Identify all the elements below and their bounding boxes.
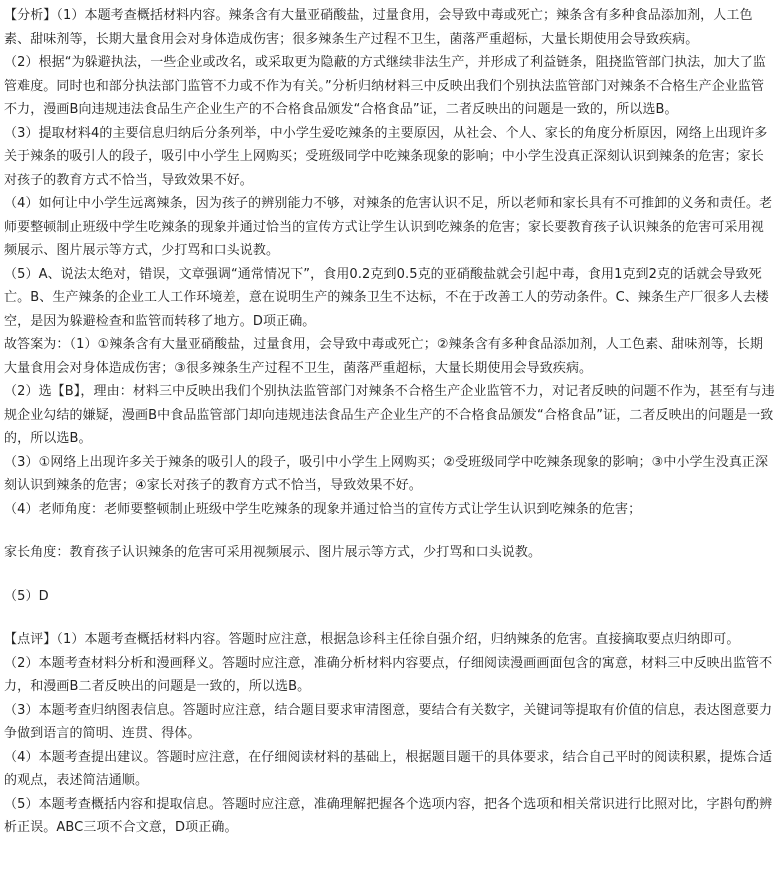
paragraph-gap [4,608,776,628]
analysis-paragraph-3: （3）提取材料4的主要信息归纳后分条列举，中小学生爱吃辣条的主要原因，从社会、个人、家长的角度分析原因，网络上出现许多关于辣条的吸引人的段子，吸引中小学生上网购买；受班级同学中吃辣条现象的影响；中小学生没真正深刻认识到辣条的危害；家长对孩子的教育方式不恰当，导致效果不好。 [4,125,768,188]
parent-view-paragraph: 家长角度：教育孩子认识辣条的危害可采用视频展示、图片展示等方式，少打骂和口头说教。 [4,545,542,560]
answer-paragraph-2: （2）选【B】，理由：材料三中反映出我们个别执法监管部门对辣条不合格生产企业监管不力，对记者反映的问题不作为，甚至有与违规企业勾结的嫌疑，漫画B中食品监管部门却向违规违法食品生产企业生产的不合格食品颁发“合格食品”证，二者反映出的问题是一致的，所以选B。 [4,384,775,446]
analysis-paragraph-5: （5）A、说法太绝对，错误，文章强调“通常情况下”，食用0.2克到0.5克的亚硝酸盐就会引起中毒，食用1克到2克的话就会导致死亡。B、生产辣条的企业工人工作环境差，意在说明生产的辣条卫生不达标，不在于改善工人的劳动条件。C、辣条生产厂很多人去楼空，是因为躲避检查和监管而转移了地方。D项正确。 [4,266,769,329]
analysis-paragraph-1: 【分析】（1）本题考查概括材料内容。辣条含有大量亚硝酸盐，过量食用，会导致中毒或死亡；辣条含有多种食品添加剂，人工色素、甜味剂等，长期大量食用会对身体造成伤害；很多辣条生产过程不卫生，菌落严重超标，大量长期使用会导致疾病。 [4,8,753,47]
solution-document [4,4,776,840]
paragraph-gap [4,565,776,585]
comment-section [4,628,776,840]
analysis-paragraph-2: （2）根据“为躲避执法，一些企业或改名，或采取更为隐蔽的方式继续非法生产，并形成了利益链条，阻挠监管部门执法，加大了监管难度。同时也和部分执法部门监管不力或不作为有关。”分析归纳材料三中反映出我们个别执法监管部门对辣条不合格生产企业监管不力，漫画B向违规违法食品生产企业生产的不合格食品颁发“合格食品”证，二者反映出的问题是一致的，所以选B。 [4,55,766,117]
answer-paragraph-4: （4）老师角度：老师要整顿制止班级中学生吃辣条的现象并通过恰当的宣传方式让学生认识到吃辣条的危害； [4,501,642,517]
answer-5-paragraph: （5）D [4,588,49,604]
answer-paragraph-3: （3）①网络上出现许多关于辣条的吸引人的段子，吸引中小学生上网购买；②受班级同学中吃辣条现象的影响；③中小学生没真正深刻认识到辣条的危害；④家长对孩子的教育方式不恰当，导致效果不好。 [4,454,769,493]
comment-paragraph-1: 【点评】（1）本题考查概括材料内容。答题时应注意，根据急诊科主任徐自强介绍，归纳辣条的危害。直接摘取要点归纳即可。 [4,632,740,647]
answer-paragraph-1: 故答案为：（1）①辣条含有大量亚硝酸盐，过量食用，会导致中毒或死亡；②辣条含有多种食品添加剂，人工色素、甜味剂等，长期大量食用会对身体造成伤害；③很多辣条生产过程不卫生，菌落严重超标，大量长期使用会导致疾病。 [4,337,763,376]
comment-paragraph-4: （4）本题考查提出建议。答题时应注意，在仔细阅读材料的基础上，根据题目题干的具体要求，结合自己平时的阅读积累，提炼合适的观点，表述简洁通顺。 [4,749,773,788]
comment-paragraph-5: （5）本题考查概括内容和提取信息。答题时应注意，准确理解把握各个选项内容，把各个选项和相关常识进行比照对比，字斟句酌辨析正误。ABC三项不合文意，D项正确。 [4,796,773,835]
comment-paragraph-2: （2）本题考查材料分析和漫画释义。答题时应注意，准确分析材料内容要点，仔细阅读漫画画面包含的寓意，材料三中反映出监管不力，和漫画B二者反映出的问题是一致的，所以选B。 [4,655,773,694]
analysis-paragraph-4: （4）如何让中小学生远离辣条，因为孩子的辨别能力不够，对辣条的危害认识不足，所以老师和家长具有不可推卸的义务和责任。老师要整顿制止班级中学生吃辣条的现象并通过恰当的宣传方式让学生认识到吃辣条的危害；家长要教育孩子认识辣条的危害可采用视频展示、图片展示等方式，少打骂和口头说教。 [4,196,773,258]
answer-section [4,333,776,628]
paragraph-gap [4,521,776,541]
comment-paragraph-3: （3）本题考查归纳图表信息。答题时应注意，结合题目要求审清图意，要结合有关数字，关键词等提取有价值的信息，表达图意要力争做到语言的简明、连贯、得体。 [4,702,773,741]
analysis-section [4,4,776,333]
